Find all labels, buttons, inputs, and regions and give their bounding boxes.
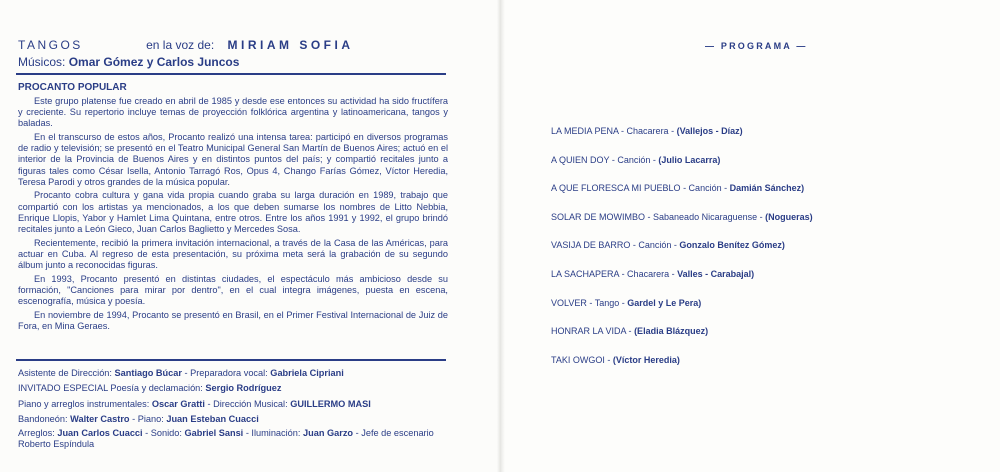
song-title: VOLVER [551, 297, 587, 308]
credit-value: GUILLERMO MASI [290, 398, 371, 409]
credits [18, 366, 458, 450]
credit-value: Walter Castro [70, 414, 130, 425]
header-line [18, 38, 354, 52]
song-authors: (Víctor Heredia) [612, 354, 680, 365]
song-title: LA MEDIA PENA [551, 126, 619, 136]
programa-item [551, 240, 951, 269]
song-authors: Gardel y Le Pera) [627, 297, 702, 308]
song-title: HONRAR LA VIDA [551, 326, 627, 337]
song-title: TAKI OWGOI [551, 354, 605, 365]
bio-paragraph: En el transcurso de estos años, Procanto realizó una intensa tarea: participó en diversos programas de radio y televisión; se presentó en el Teatro Municipal General San Martín de Buenos Aires; actuó en el interior de la Provincia de Buenos Aires y en distintos puntos del país; y compartió recitales junto a figuras tales como César Isella, Antonio Tarragó Ros, Opus 4, Chango Farías Gómez, Víctor Heredia, Teresa Parodi y otros grandes de la música popular. [18, 132, 448, 187]
credit-label: - Iluminación: [245, 427, 301, 438]
credit-value: Santiago Búcar [114, 368, 182, 378]
song-genre: - Chacarera - [621, 268, 675, 279]
credit-value: Oscar Gratti [151, 398, 205, 409]
credit-value: Juan Carlos Cuacci [57, 427, 143, 438]
credit-value: Juan Garzo [303, 427, 354, 438]
divider-top [16, 73, 446, 75]
song-authors: (Eladia Blázquez) [634, 326, 709, 337]
credit-label: - Sonido: [145, 427, 182, 438]
song-authors: Valles - Carabajal) [677, 268, 755, 279]
song-title: LA SACHAPERA [551, 268, 620, 279]
bio-paragraph: Procanto cobra cultura y gana vida propia cuando graba su larga duración en 1989, trabajo que compartió con los artistas ya mencionados, a los que deben sumarse los nombres de Litto Nebbia, Enrique Llopis, Yabor y Hamlet Lima Quintana, entre otros. Entre los años 1991 y 1992, el grupo brindó recitales junto a León Gieco, Juan Carlos Baglietto y Mercedes Sosa. [18, 190, 448, 234]
credit-line [18, 428, 458, 450]
credit-label: - Dirección Musical: [207, 398, 288, 409]
credit-label: Asistente de Dirección: [18, 368, 112, 378]
credit-value: Juan Esteban Cuacci [166, 414, 259, 425]
credit-label: Bandoneón: [18, 414, 68, 425]
credit-value: Sergio Rodríguez [205, 383, 282, 394]
song-authors: (Julio Lacarra) [658, 154, 721, 165]
credit-line [18, 366, 458, 381]
song-authors: Damián Sánchez) [729, 183, 805, 194]
musicians-line [18, 55, 239, 69]
credit-label: Piano y arreglos instrumentales: [18, 398, 150, 409]
header-tangos: TANGOS [18, 38, 83, 52]
credit-label: - Piano: [132, 414, 164, 425]
programa-item [551, 326, 951, 355]
credit-label: - Preparadora vocal: [184, 368, 268, 378]
credit-line [18, 381, 458, 396]
song-title: A QUIEN DOY [551, 154, 610, 165]
song-genre: - Canción - [611, 154, 656, 165]
credit-line [18, 397, 458, 412]
credit-label: Arreglos: [18, 427, 55, 438]
section-title: PROCANTO POPULAR [18, 82, 127, 93]
bio-paragraph: Recientemente, recibió la primera invitación internacional, a través de la Casa de las Américas, para actuar en Cuba. Al regreso de esta presentación, su próxima meta será la grabación de su segundo álbum junto a reconocidas figuras. [18, 237, 448, 270]
song-genre: - Tango - [589, 297, 625, 308]
page-fold [497, 0, 505, 472]
song-title: A QUE FLORESCA MI PUEBLO [551, 183, 681, 194]
programa-title: — PROGRAMA — [705, 41, 808, 51]
programa-item [551, 126, 951, 155]
programa-item [551, 355, 951, 384]
bio-text [18, 96, 448, 335]
header-singer: MIRIAM SOFIA [227, 38, 354, 52]
song-genre: - [628, 326, 632, 337]
song-authors: (Nogueras) [765, 211, 813, 222]
divider-bottom [16, 359, 446, 361]
bio-paragraph: En 1993, Procanto presentó en distintas ciudades, el espectáculo más ambicioso desde su formación, "Canciones para mirar por dentro", en el cual integra imágenes, puesta en escena, escenografía, música y poesía. [18, 273, 448, 307]
programa-item [551, 298, 951, 327]
credit-line [18, 412, 458, 427]
programa-item [551, 269, 951, 298]
programa-list [551, 126, 951, 383]
musicians-label: Músicos: [18, 55, 66, 69]
song-authors: Gonzalo Benítez Gómez) [679, 240, 785, 251]
bio-paragraph: Este grupo platense fue creado en abril de 1985 y desde ese entonces su actividad ha sido fructífera y creciente. Su repertorio incluye temas de proyección folklórica argentina y latinoamericana, tangos y baladas. [18, 96, 448, 129]
song-genre: - Canción - [683, 183, 728, 194]
song-title: SOLAR DE MOWIMBO [551, 211, 646, 222]
programa-item [551, 155, 951, 184]
header-voz: en la voz de: [146, 38, 215, 52]
credit-label: INVITADO ESPECIAL Poesía y declamación: [18, 383, 203, 394]
song-genre: - [607, 354, 611, 365]
programa-item [551, 212, 951, 241]
song-authors: (Vallejos - Díaz) [676, 126, 743, 136]
song-title: VASIJA DE BARRO [551, 240, 631, 251]
credit-label: - Jefe de escenario Roberto Espíndula [18, 427, 434, 449]
song-genre: - Canción - [632, 240, 677, 251]
song-genre: - Sabaneado Nicaraguense - [647, 211, 763, 222]
programa-item [551, 183, 951, 212]
credit-value: Gabriel Sansi [184, 427, 244, 438]
musicians-names: Omar Gómez y Carlos Juncos [68, 55, 240, 69]
credit-value: Gabriela Cipriani [270, 368, 344, 378]
song-genre: - Chacarera - [621, 126, 675, 136]
bio-paragraph: En noviembre de 1994, Procanto se presentó en Brasil, en el Primer Festival Internacional de Juiz de Fora, en Mina Geraes. [18, 309, 448, 331]
